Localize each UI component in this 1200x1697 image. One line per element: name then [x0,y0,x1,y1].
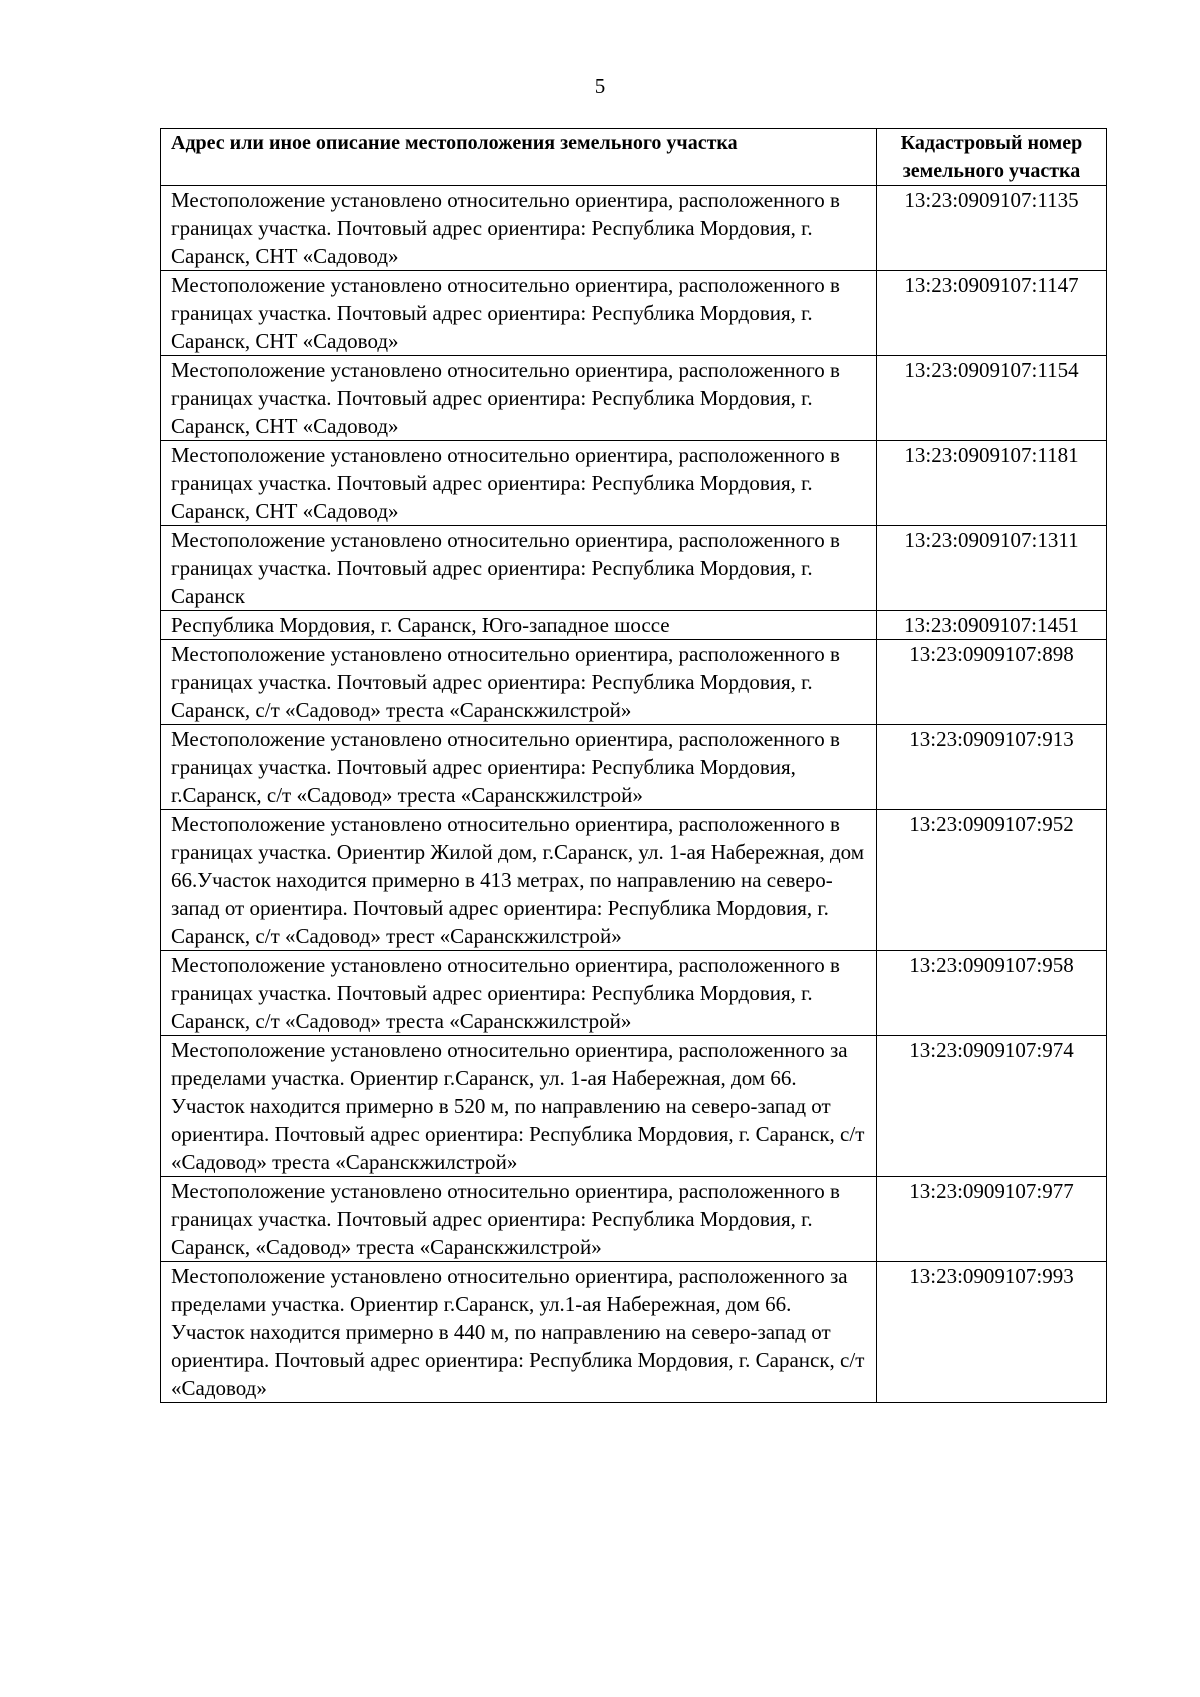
cadastral-column-header: Кадастровый номер земельного участка [877,129,1107,186]
table-row [161,526,1107,611]
cadastral-number-cell: 13:23:0909107:993 [877,1262,1107,1403]
cadastral-number-cell: 13:23:0909107:1147 [877,271,1107,356]
table-header [161,129,1107,186]
address-cell: Местоположение установлено относительно ориентира, расположенного в границах участка. Ориентир Жилой дом, г.Саранск, ул. 1-ая Набережная, дом 66.Участок находится примерно в 413 метрах, по направлению на северо-запад от ориентира. Почтовый адрес ориентира: Республика Мордовия, г. Саранск, с/т «Садовод» трест «Саранскжилстрой» [161,810,877,951]
cadastral-number-cell: 13:23:0909107:1154 [877,356,1107,441]
address-cell: Местоположение установлено относительно ориентира, расположенного в границах участка. Почтовый адрес ориентира: Республика Мордовия, г. Саранск, «Садовод» треста «Саранскжилстрой» [161,1177,877,1262]
cadastral-number-cell: 13:23:0909107:952 [877,810,1107,951]
address-cell: Местоположение установлено относительно ориентира, расположенного в границах участка. Почтовый адрес ориентира: Республика Мордовия, г. Саранск, с/т «Садовод» треста «Саранскжилстрой» [161,951,877,1036]
address-cell: Республика Мордовия, г. Саранск, Юго-западное шоссе [161,611,877,640]
cadastral-number-cell: 13:23:0909107:913 [877,725,1107,810]
address-cell: Местоположение установлено относительно ориентира, расположенного за пределами участка. Ориентир г.Саранск, ул. 1-ая Набережная, дом 66. Участок находится примерно в 520 м, по направлению на северо-запад от ориентира. Почтовый адрес ориентира: Республика Мордовия, г. Саранск, с/т «Садовод» треста «Саранскжилстрой» [161,1036,877,1177]
table-body [161,186,1107,1403]
table-row [161,1262,1107,1403]
table-row [161,611,1107,640]
table-row [161,951,1107,1036]
address-cell: Местоположение установлено относительно ориентира, расположенного в границах участка. Почтовый адрес ориентира: Республика Мордовия, г.Саранск, с/т «Садовод» треста «Саранскжилстрой» [161,725,877,810]
cadastral-number-cell: 13:23:0909107:958 [877,951,1107,1036]
cadastral-number-cell: 13:23:0909107:1311 [877,526,1107,611]
address-cell: Местоположение установлено относительно ориентира, расположенного в границах участка. Почтовый адрес ориентира: Республика Мордовия, г. Саранск [161,526,877,611]
table-row [161,810,1107,951]
address-cell: Местоположение установлено относительно ориентира, расположенного в границах участка. Почтовый адрес ориентира: Республика Мордовия, г. Саранск, СНТ «Садовод» [161,441,877,526]
cadastral-number-cell: 13:23:0909107:1135 [877,186,1107,271]
address-cell: Местоположение установлено относительно ориентира, расположенного в границах участка. Почтовый адрес ориентира: Республика Мордовия, г. Саранск, с/т «Садовод» треста «Саранскжилстрой» [161,640,877,725]
table-row [161,1036,1107,1177]
address-cell: Местоположение установлено относительно ориентира, расположенного в границах участка. Почтовый адрес ориентира: Республика Мордовия, г. Саранск, СНТ «Садовод» [161,356,877,441]
page-number: 5 [594,74,606,98]
cadastral-number-cell: 13:23:0909107:974 [877,1036,1107,1177]
table-row [161,271,1107,356]
table-row [161,725,1107,810]
cadastral-number-cell: 13:23:0909107:1181 [877,441,1107,526]
table-row [161,186,1107,271]
address-cell: Местоположение установлено относительно ориентира, расположенного за пределами участка. Ориентир г.Саранск, ул.1-ая Набережная, дом 66. Участок находится примерно в 440 м, по направлению на северо-запад от ориентира. Почтовый адрес ориентира: Республика Мордовия, г. Саранск, с/т «Садовод» [161,1262,877,1403]
table-row [161,1177,1107,1262]
cadastral-number-cell: 13:23:0909107:1451 [877,611,1107,640]
cadastral-number-cell: 13:23:0909107:977 [877,1177,1107,1262]
land-parcels-table [160,128,1107,1403]
table-row [161,356,1107,441]
address-column-header: Адрес или иное описание местоположения земельного участка [161,129,877,186]
table-row [161,640,1107,725]
address-cell: Местоположение установлено относительно ориентира, расположенного в границах участка. Почтовый адрес ориентира: Республика Мордовия, г. Саранск, СНТ «Садовод» [161,186,877,271]
table-header-row [161,129,1107,186]
table-row [161,441,1107,526]
cadastral-number-cell: 13:23:0909107:898 [877,640,1107,725]
address-cell: Местоположение установлено относительно ориентира, расположенного в границах участка. Почтовый адрес ориентира: Республика Мордовия, г. Саранск, СНТ «Садовод» [161,271,877,356]
